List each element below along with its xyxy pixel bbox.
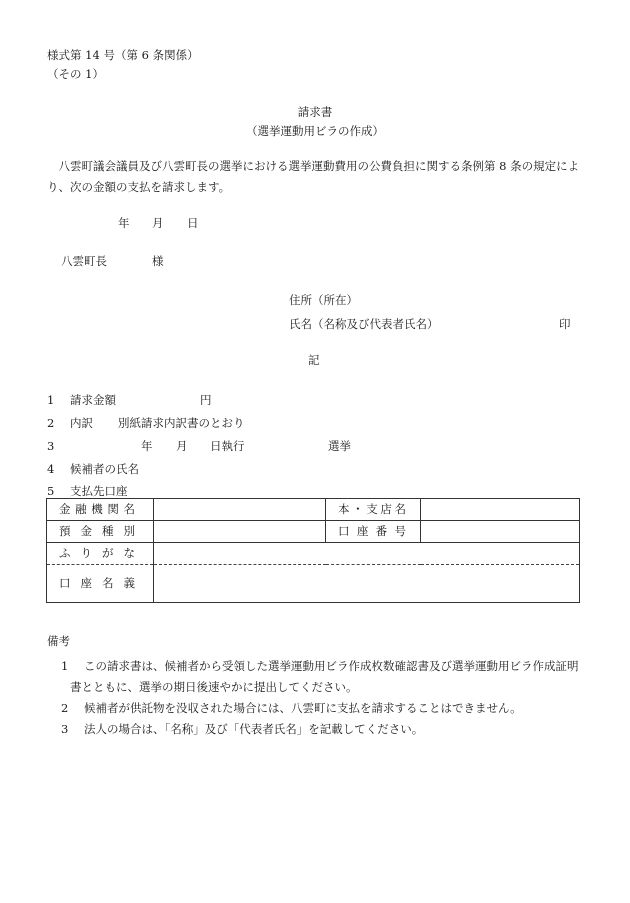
- item-4-label: 候補者の氏名: [70, 462, 139, 476]
- note-3-line1: 法人の場合は、「名称」及び「代表者氏名」を記載してください。: [84, 722, 424, 736]
- item-3-execution-day: 日執行: [210, 439, 245, 453]
- deposit-type-label: 預金種別: [47, 521, 154, 543]
- furigana-label: ふりがな: [47, 543, 154, 565]
- table-row: [47, 565, 580, 603]
- note-2-number: 2: [61, 701, 69, 715]
- form-number: 様式第 14 号（第 6 条関係）: [47, 48, 199, 62]
- document-subtitle: （選挙運動用ビラの作成）: [246, 124, 384, 138]
- note-3-number: 3: [61, 722, 69, 736]
- account-number-field: [421, 521, 580, 543]
- item-3-number: 3: [47, 439, 55, 453]
- seal-mark: 印: [559, 317, 571, 331]
- item-5-label: 支払先口座: [70, 484, 128, 498]
- account-holder-label: 口座名義: [47, 565, 154, 603]
- item-5-number: 5: [47, 484, 55, 498]
- item-2-value: 別紙請求内訳書のとおり: [118, 416, 245, 430]
- account-number-label: 口座番号: [326, 521, 421, 543]
- notes-heading: 備考: [47, 634, 70, 648]
- name-label: 氏名（名称及び代表者氏名）: [289, 317, 439, 331]
- document-title: 請求書: [297, 105, 333, 119]
- note-1-line1: この請求書は、候補者から受領した選挙運動用ビラ作成枚数確認書及び選挙運動用ビラ作成証明: [84, 659, 579, 673]
- date-day: 日: [187, 216, 199, 230]
- ki-marker: 記: [308, 353, 320, 367]
- table-row: [47, 543, 580, 565]
- item-1-number: 1: [47, 393, 55, 407]
- item-3-year: 年: [141, 439, 153, 453]
- item-2-label: 内訳: [70, 416, 93, 430]
- table-row: [47, 521, 580, 543]
- bank-name-field: [154, 499, 326, 521]
- addressee-name: 八雲町長: [61, 254, 107, 268]
- branch-field: [421, 499, 580, 521]
- item-1-label: 請求金額: [70, 393, 116, 407]
- bank-name-label: 金融機関名: [47, 499, 154, 521]
- branch-label: 本・支店名: [326, 499, 421, 521]
- note-2-line1: 候補者が供託物を没収された場合には、八雲町に支払を請求することはできません。: [84, 701, 522, 715]
- note-1-line2: 書とともに、選挙の期日後速やかに提出してください。: [70, 680, 358, 694]
- furigana-field: [154, 543, 580, 565]
- deposit-type-field: [154, 521, 326, 543]
- item-3-election: 選挙: [328, 439, 351, 453]
- account-holder-field: [154, 565, 580, 603]
- form-sub-number: （その 1）: [47, 67, 104, 81]
- addressee-honorific: 様: [152, 254, 164, 268]
- bank-account-table: [46, 498, 580, 603]
- date-year: 年: [118, 216, 130, 230]
- note-1-number: 1: [61, 659, 69, 673]
- date-month: 月: [152, 216, 164, 230]
- table-row: [47, 499, 580, 521]
- item-1-value: 円: [200, 393, 212, 407]
- item-4-number: 4: [47, 462, 55, 476]
- address-label: 住所（所在）: [289, 293, 358, 307]
- body-paragraph: 八雲町議会議員及び八雲町長の選挙における選挙運動費用の公費負担に関する条例第 8 条の規定により、次の金額の支払を請求します。: [47, 159, 580, 194]
- item-2-number: 2: [47, 416, 55, 430]
- item-3-month: 月: [176, 439, 188, 453]
